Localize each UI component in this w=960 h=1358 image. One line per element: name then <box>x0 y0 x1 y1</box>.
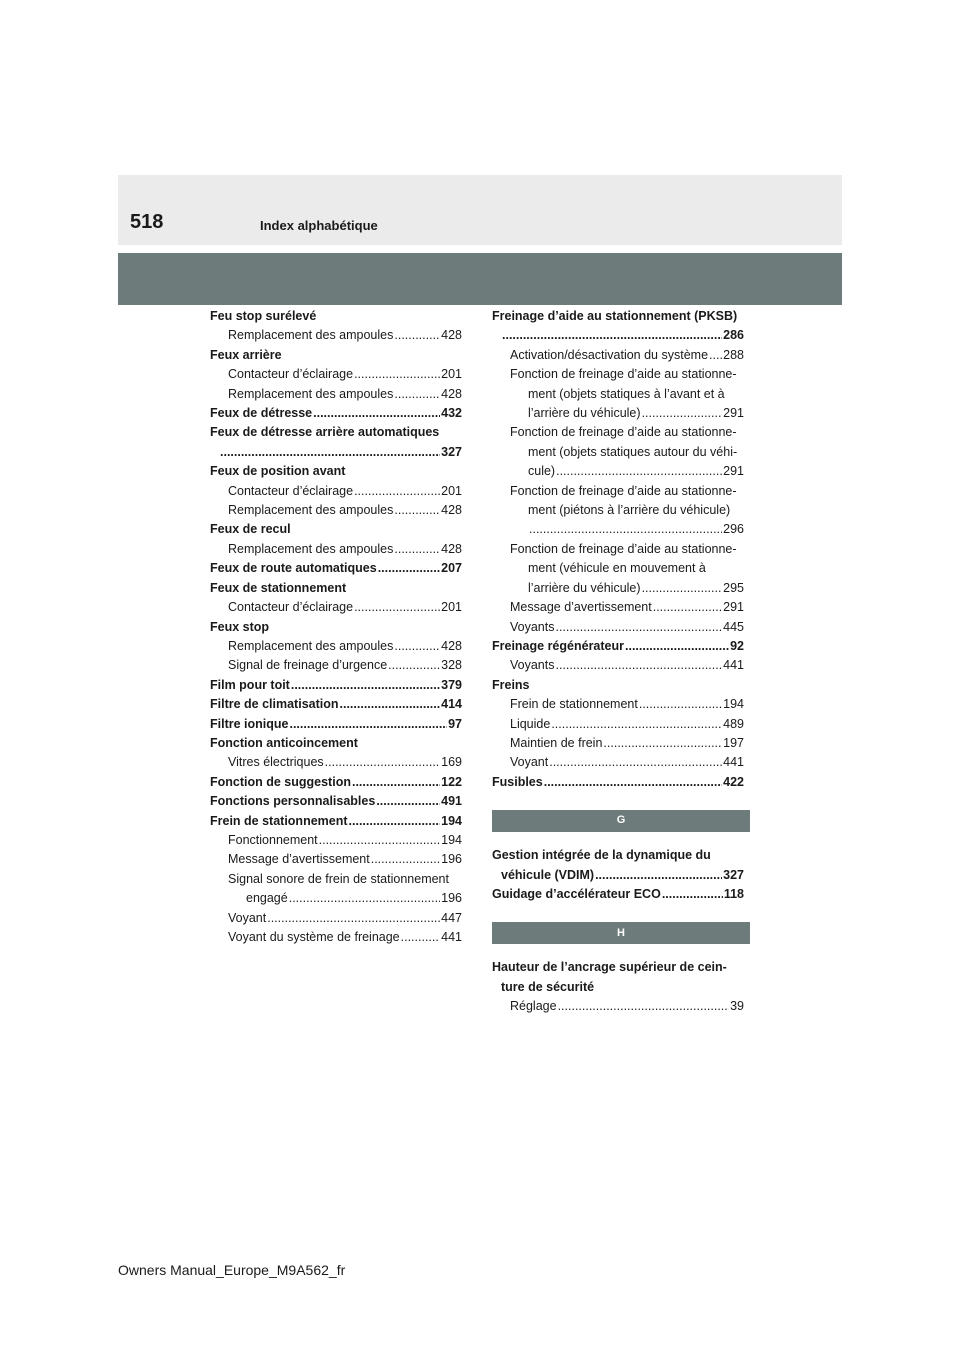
index-subentry <box>210 540 462 559</box>
dot-leader <box>549 753 722 772</box>
entry-label: Film pour toit <box>210 677 290 692</box>
dot-leader <box>709 346 722 365</box>
page-ref: 201 <box>441 367 462 382</box>
entry-label: Voyants <box>510 619 555 634</box>
index-subentry <box>210 928 462 947</box>
page-ref: 428 <box>441 503 462 518</box>
index-entry <box>210 520 462 539</box>
page-ref: 432 <box>441 406 462 421</box>
index-entry <box>492 978 744 997</box>
index-subentry <box>492 618 744 637</box>
index-entry <box>210 715 462 734</box>
index-subentry <box>210 598 462 617</box>
index-subentry <box>492 997 744 1016</box>
index-entry <box>210 307 462 326</box>
index-subentry <box>210 501 462 520</box>
dot-leader <box>291 676 440 695</box>
entry-label: Feux de route automatiques <box>210 561 377 576</box>
index-column-left <box>210 307 462 947</box>
page-number: 518 <box>130 211 164 233</box>
entry-label: l’arrière du véhicule) <box>528 580 641 595</box>
entry-label: cule) <box>528 464 556 479</box>
dot-leader <box>595 866 722 885</box>
page-ref: 118 <box>723 886 744 901</box>
dot-leader <box>556 462 722 481</box>
index-entry <box>492 958 744 977</box>
index-entry <box>492 846 744 865</box>
entry-label: Remplacement des ampoules <box>228 541 394 556</box>
page-ref: 207 <box>441 561 462 576</box>
index-subentry <box>210 753 462 772</box>
dot-leader <box>603 734 722 753</box>
index-entry <box>492 885 744 904</box>
dot-leader <box>394 637 440 656</box>
dot-leader <box>354 365 440 384</box>
index-entry <box>210 346 462 365</box>
page-ref: 288 <box>723 347 744 362</box>
entry-label: Freinage régénérateur <box>492 638 624 653</box>
dot-leader <box>289 715 447 734</box>
dot-leader <box>352 773 440 792</box>
index-subentry <box>492 385 744 404</box>
page-ref: 201 <box>441 600 462 615</box>
entry-label: ment (objets statiques à l’avant et à <box>528 386 725 401</box>
index-entry <box>210 443 462 462</box>
entry-label: Feux de détresse <box>210 406 313 421</box>
dot-leader <box>502 326 722 345</box>
entry-label: Voyant du système de freinage <box>228 930 400 944</box>
dot-leader <box>642 404 723 423</box>
index-subentry <box>492 540 744 559</box>
page-ref: 447 <box>441 910 462 925</box>
page-ref: 194 <box>723 697 744 712</box>
dot-leader <box>555 618 722 637</box>
index-subentry <box>210 850 462 869</box>
page-ref: 197 <box>723 735 744 750</box>
entry-label: Feux de stationnement <box>210 580 347 595</box>
page-ref: 445 <box>723 619 744 634</box>
dot-leader <box>529 520 722 539</box>
index-subentry <box>210 482 462 501</box>
index-subentry <box>492 656 744 675</box>
dot-leader <box>555 656 722 675</box>
page-ref: 291 <box>723 464 744 479</box>
entry-label: Fonction anticoincement <box>210 735 358 750</box>
index-subentry <box>210 909 462 928</box>
entry-label: Voyant <box>228 910 267 925</box>
entry-label: Maintien de frein <box>510 735 603 750</box>
index-subentry <box>492 598 744 617</box>
page-ref: 428 <box>441 638 462 653</box>
entry-label: Feux stop <box>210 619 270 634</box>
entry-label: l’arrière du véhicule) <box>528 406 641 421</box>
index-entry <box>210 404 462 423</box>
page-ref: 295 <box>723 580 744 595</box>
dot-leader <box>371 850 440 869</box>
entry-label: Voyant <box>510 755 549 770</box>
page-ref: 291 <box>723 406 744 421</box>
page-ref: 291 <box>723 600 744 615</box>
entry-label: Feux de détresse arrière automatiques <box>210 425 440 440</box>
entry-label: Fusibles <box>492 774 543 789</box>
dot-leader <box>551 715 722 734</box>
index-entry <box>210 773 462 792</box>
dot-leader <box>354 598 440 617</box>
dot-leader <box>653 598 722 617</box>
entry-label: Fonctionnement <box>228 832 318 847</box>
entry-label: Remplacement des ampoules <box>228 638 394 653</box>
index-entry <box>210 559 462 578</box>
index-subentry <box>210 326 462 345</box>
page-ref: 379 <box>441 677 462 692</box>
index-subentry <box>210 870 462 889</box>
index-subentry <box>210 637 462 656</box>
index-subentry <box>492 695 744 714</box>
dot-leader <box>267 909 440 928</box>
page-ref: 441 <box>441 930 462 944</box>
entry-label: Frein de stationnement <box>210 813 348 828</box>
entry-label: Remplacement des ampoules <box>228 386 394 401</box>
page-header <box>118 175 842 245</box>
entry-label: Gestion intégrée de la dynamique du <box>492 848 711 863</box>
entry-label: Hauteur de l’ancrage supérieur de cein- <box>492 960 727 975</box>
index-subentry <box>492 346 744 365</box>
index-entry <box>492 676 744 695</box>
entry-label: Contacteur d’éclairage <box>228 600 354 615</box>
dot-leader <box>625 637 729 656</box>
page-ref: 428 <box>441 541 462 556</box>
entry-label: Filtre de climatisation <box>210 697 339 712</box>
page-ref: 441 <box>723 658 744 673</box>
index-entry <box>210 423 462 442</box>
page-ref: 201 <box>441 483 462 498</box>
entry-label: Message d’avertissement <box>228 852 370 867</box>
entry-label: ment (véhicule en mouvement à <box>528 561 706 576</box>
dot-leader <box>642 579 723 598</box>
dot-leader <box>376 792 440 811</box>
entry-label: Fonction de freinage d’aide au stationne- <box>510 483 737 498</box>
entry-label: Voyants <box>510 658 555 673</box>
index-subentry <box>492 579 744 598</box>
entry-label: Vitres électriques <box>228 755 324 770</box>
dot-leader <box>289 889 440 908</box>
index-subentry <box>210 889 462 908</box>
dot-leader <box>220 443 440 462</box>
index-entry <box>210 462 462 481</box>
page-ref: 196 <box>441 852 462 867</box>
entry-label: Remplacement des ampoules <box>228 328 394 343</box>
index-entry <box>210 676 462 695</box>
entry-label: véhicule (VDIM) <box>501 867 595 882</box>
entry-label: Guidage d’accélérateur ECO <box>492 886 661 901</box>
entry-label: Fonction de suggestion <box>210 774 351 789</box>
page-ref: 327 <box>441 444 462 459</box>
entry-label: Message d’avertissement <box>510 600 652 615</box>
index-subentry <box>492 559 744 578</box>
header-band <box>118 253 842 305</box>
page-ref: 169 <box>441 755 462 770</box>
dot-leader <box>354 482 440 501</box>
entry-label: Feux de recul <box>210 522 291 537</box>
index-subentry <box>210 656 462 675</box>
page-ref: 441 <box>723 755 744 770</box>
page-ref: 422 <box>723 774 744 789</box>
index-subentry <box>492 520 744 539</box>
index-subentry <box>492 715 744 734</box>
page-ref: 122 <box>441 774 462 789</box>
dot-leader <box>558 997 730 1016</box>
entry-label: Réglage <box>510 999 557 1014</box>
page-ref: 327 <box>723 867 744 882</box>
page-ref: 414 <box>441 697 462 712</box>
dot-leader <box>639 695 722 714</box>
dot-leader <box>401 928 441 947</box>
index-subentry <box>210 385 462 404</box>
index-entry <box>492 307 744 326</box>
index-subentry <box>210 831 462 850</box>
entry-label: Feux de position avant <box>210 464 346 479</box>
index-subentry <box>210 365 462 384</box>
index-letter-band: G <box>492 810 750 832</box>
entry-label: ture de sécurité <box>501 979 595 994</box>
page-ref: 194 <box>441 813 462 828</box>
page-ref: 92 <box>730 638 744 653</box>
page-ref: 97 <box>448 716 462 731</box>
section-title: Index alphabétique <box>260 218 378 233</box>
page-ref: 489 <box>723 716 744 731</box>
entry-label: ment (piétons à l’arrière du véhicule) <box>528 503 731 518</box>
index-subentry <box>492 482 744 501</box>
page-ref: 428 <box>441 386 462 401</box>
dot-leader <box>394 501 440 520</box>
page-ref: 428 <box>441 328 462 343</box>
index-entry <box>210 792 462 811</box>
index-subentry <box>492 365 744 384</box>
entry-label: Fonction de freinage d’aide au stationne- <box>510 541 737 556</box>
entry-label: Freinage d’aide au stationnement (PKSB) <box>492 309 738 323</box>
index-entry <box>492 773 744 792</box>
entry-label: Contacteur d’éclairage <box>228 367 354 382</box>
page-ref: 328 <box>441 658 462 673</box>
index-column-right <box>492 307 744 1017</box>
entry-label: Remplacement des ampoules <box>228 503 394 518</box>
entry-label: Fonction de freinage d’aide au stationne- <box>510 367 737 382</box>
page-ref: 296 <box>723 522 744 537</box>
index-subentry <box>492 404 744 423</box>
page-ref: 286 <box>723 328 744 343</box>
dot-leader <box>313 404 440 423</box>
dot-leader <box>394 326 440 345</box>
page-ref: 194 <box>441 832 462 847</box>
dot-leader <box>340 695 441 714</box>
entry-label: Freins <box>492 677 530 692</box>
page-ref: 39 <box>730 999 744 1014</box>
index-subentry <box>492 462 744 481</box>
dot-leader <box>349 812 441 831</box>
footer-doc-id: Owners Manual_Europe_M9A562_fr <box>118 1262 346 1278</box>
page-ref: 196 <box>441 891 462 906</box>
index-entry <box>210 579 462 598</box>
entry-label: Frein de stationnement <box>510 697 638 712</box>
entry-label: Signal sonore de frein de stationnement <box>228 871 449 886</box>
entry-label: engagé <box>246 891 288 906</box>
index-entry <box>492 866 744 885</box>
entry-label: Feu stop surélevé <box>210 309 317 323</box>
entry-label: Fonction de freinage d’aide au stationne- <box>510 425 737 440</box>
index-entry <box>210 812 462 831</box>
entry-label: Activation/désactivation du système <box>510 347 709 362</box>
index-subentry <box>492 753 744 772</box>
entry-label: Contacteur d’éclairage <box>228 483 354 498</box>
dot-leader <box>325 753 440 772</box>
dot-leader <box>544 773 722 792</box>
index-subentry <box>492 443 744 462</box>
index-entry <box>210 734 462 753</box>
dot-leader <box>394 385 440 404</box>
dot-leader <box>319 831 441 850</box>
index-subentry <box>492 423 744 442</box>
index-entry <box>492 637 744 656</box>
page-ref: 491 <box>441 794 462 809</box>
entry-label: ment (objets statiques autour du véhi- <box>528 444 738 459</box>
index-entry <box>210 618 462 637</box>
dot-leader <box>378 559 440 578</box>
entry-label: Feux arrière <box>210 347 282 362</box>
index-subentry <box>492 501 744 520</box>
dot-leader <box>394 540 440 559</box>
index-entry <box>210 695 462 714</box>
dot-leader <box>662 885 723 904</box>
index-letter-band: H <box>492 922 750 944</box>
dot-leader <box>388 656 440 675</box>
entry-label: Liquide <box>510 716 551 731</box>
index-entry <box>492 326 744 345</box>
entry-label: Signal de freinage d’urgence <box>228 658 388 673</box>
entry-label: Fonctions personnalisables <box>210 794 376 809</box>
index-subentry <box>492 734 744 753</box>
entry-label: Filtre ionique <box>210 716 289 731</box>
